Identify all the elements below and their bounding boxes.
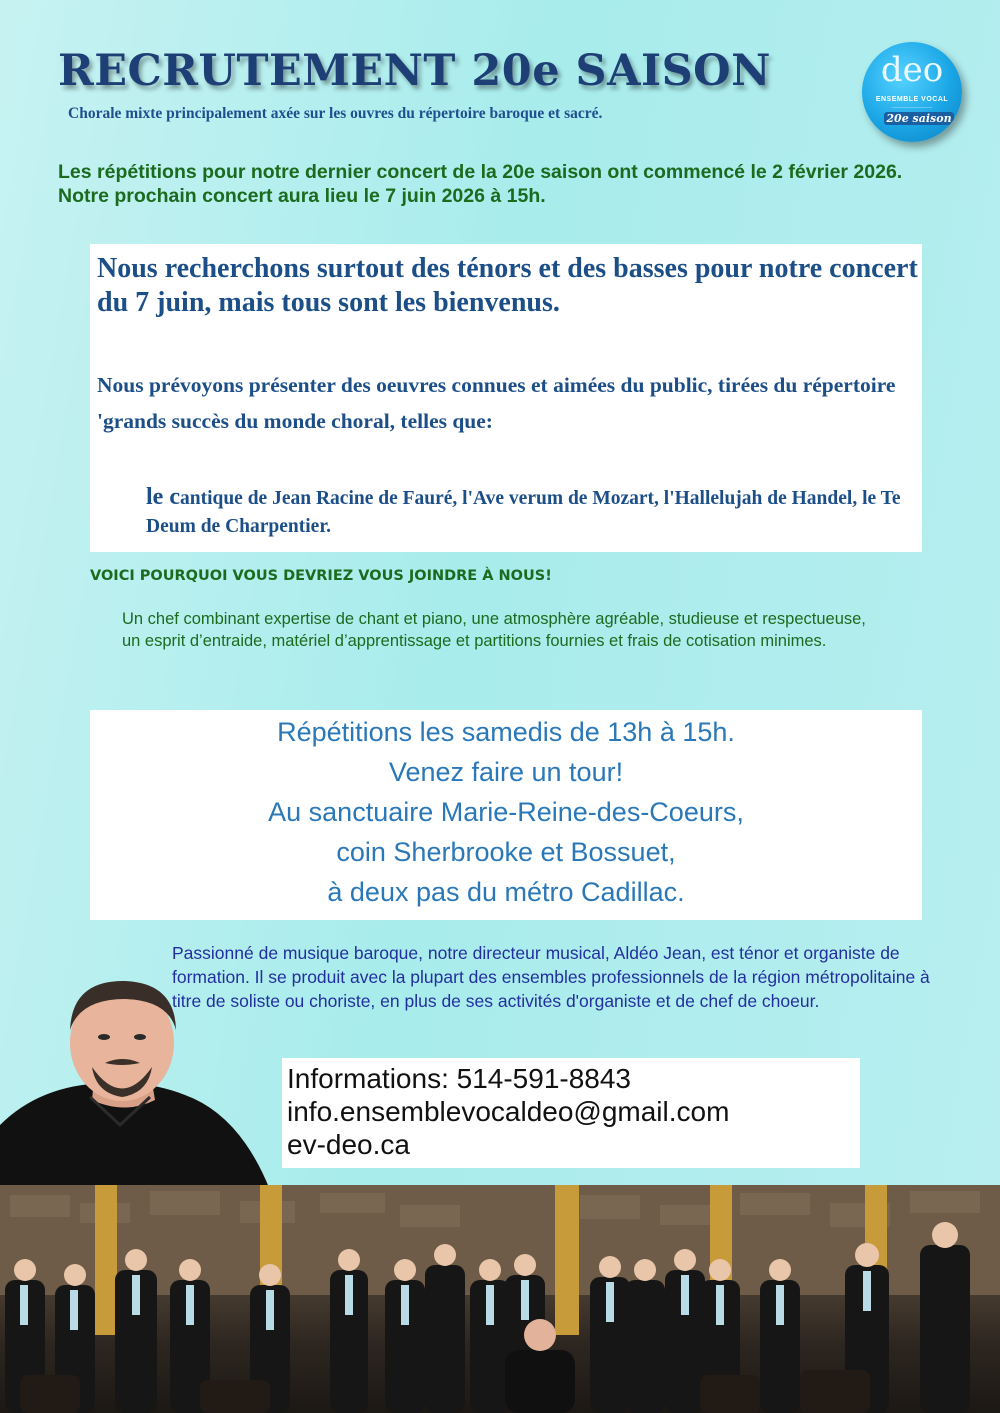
program-description: Nous prévoyons présenter des oeuvres connues et aimées du public, tirées du répertoire 'grands succès du monde choral, telles que: xyxy=(97,373,896,433)
contact-phone: Informations: 514-591-8843 xyxy=(287,1063,631,1094)
director-photo xyxy=(0,975,285,1190)
logo-season: 20e saison xyxy=(884,112,954,125)
rehearsal-venue: Au sanctuaire Marie-Reine-des-Coeurs, xyxy=(268,797,744,827)
why-join-text: Un chef combinant expertise de chant et piano, une atmosphère agréable, studieuse et respectueuse, un esprit d’entraide, matériel d’apprentissage et partitions fournies et frais de cotisation minimes. xyxy=(122,610,866,650)
contact-info xyxy=(287,1062,857,1161)
rehearsal-invite: Venez faire un tour! xyxy=(388,757,624,787)
works-rest: antique de Jean Racine de Fauré, l'Ave verum de Mozart, l'Hallelujah de Handel, le Te Deum de Charpentier. xyxy=(146,488,901,537)
contact-website[interactable]: ev-deo.ca xyxy=(287,1129,410,1160)
intro-paragraph: Les répétitions pour notre dernier concert de la 20e saison ont commencé le 2 février 2026. Notre prochain concert aura lieu le 7 juin 2026 à 15h. xyxy=(58,161,903,207)
page-subtitle: Chorale mixte principalement axée sur les ouvres du répertoire baroque et sacré. xyxy=(68,105,603,122)
logo-tagline: ————————— xyxy=(891,105,933,110)
rehearsal-corner: coin Sherbrooke et Bossuet, xyxy=(336,837,676,867)
contact-email[interactable]: info.ensemblevocaldeo@gmail.com xyxy=(287,1096,730,1127)
why-join-heading: VOICI POURQUOI VOUS DEVRIEZ VOUS JOINDRE À NOUS! xyxy=(90,568,552,584)
ensemble-logo xyxy=(862,42,962,142)
page-title: RECRUTEMENT 20e SAISON xyxy=(58,46,771,96)
logo-ensemble-text: ENSEMBLE VOCAL xyxy=(875,96,949,103)
director-bio: Passionné de musique baroque, notre directeur musical, Aldéo Jean, est ténor et organiste de formation. Il se produit avec la plupart des ensembles professionnels de la région métropolitaine à titre de soliste ou choriste, en plus de ses activités d'organiste et de chef de choeur. xyxy=(172,943,930,1011)
works-lead: le c xyxy=(146,484,180,510)
search-headline: Nous recherchons surtout des ténors et des basses pour notre concert du 7 juin, mais tous sont les bienvenus. xyxy=(97,253,918,318)
rehearsal-info xyxy=(90,712,922,912)
logo-mark: deo xyxy=(880,50,944,90)
rehearsal-schedule: Répétitions les samedis de 13h à 15h. xyxy=(277,717,735,747)
works-list xyxy=(146,483,916,541)
rehearsal-metro: à deux pas du métro Cadillac. xyxy=(327,877,685,907)
choir-photo xyxy=(0,1185,1000,1413)
